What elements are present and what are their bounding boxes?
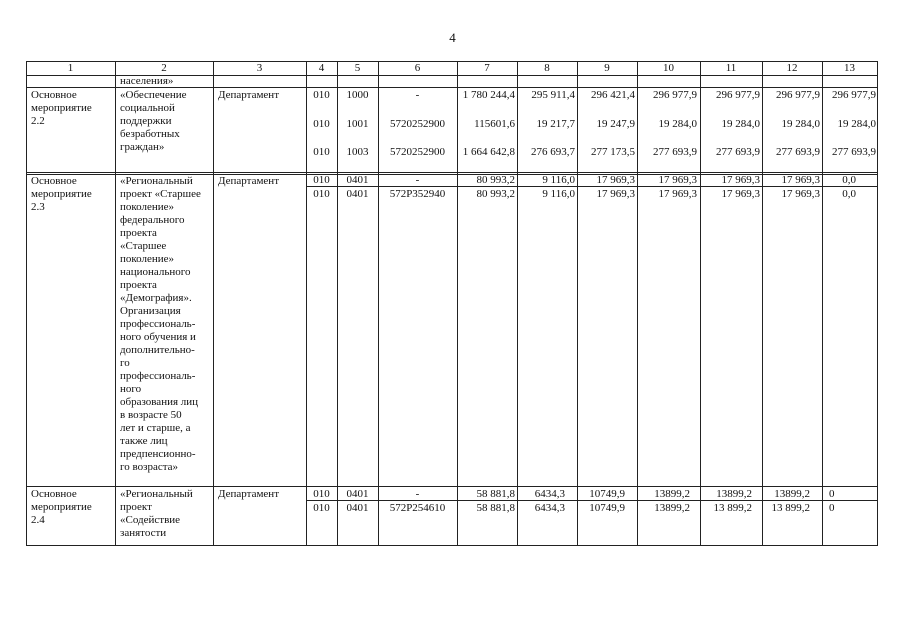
cell-year-3: 17 969,3 [658, 188, 697, 200]
measure-label: Основное [31, 488, 77, 500]
activity-name: образования лиц [120, 396, 199, 408]
cell-grbs: 010 [313, 488, 330, 500]
cell-csr: 5720252900 [390, 118, 445, 130]
executor: Департамент [218, 175, 280, 187]
activity-name: ного обучения и [120, 331, 196, 343]
activity-name: проект [120, 501, 152, 513]
header-col-9: 9 [604, 62, 610, 74]
activity-name: поколение» [120, 253, 175, 265]
cell-year-5: 296 977,9 [776, 89, 820, 101]
measure-label: мероприятие [31, 188, 92, 200]
col-rule-9 [637, 61, 638, 546]
header-col-13: 13 [844, 62, 855, 74]
cell-year-3: 277 693,9 [653, 146, 697, 158]
rule-row-2-3-bottom [26, 486, 878, 487]
activity-name: «Региональный [120, 488, 193, 500]
cell-year-2: 10749,9 [589, 502, 625, 514]
col-rule-6 [457, 61, 458, 546]
cell-year-6: 296 977,9 [832, 89, 876, 101]
rule-bottom [26, 545, 878, 546]
cell-total: 80 993,2 [476, 174, 515, 186]
activity-name: граждан» [120, 141, 165, 153]
header-col-3: 3 [256, 62, 263, 74]
rule-row-2-2-bottom [26, 172, 878, 173]
col-rule-2 [213, 61, 214, 546]
activity-name: поддержки [120, 115, 172, 127]
activity-name: лет и старше, а [120, 422, 191, 434]
cell-year-6: 19 284,0 [837, 118, 876, 130]
cell-total: 1 664 642,8 [462, 146, 515, 158]
cell-year-1: 6434,3 [534, 502, 565, 514]
col-rule-7 [517, 61, 518, 546]
measure-label: 2.2 [31, 115, 45, 127]
cell-csr: 572P254610 [389, 502, 446, 514]
activity-name: дополнительно- [120, 344, 195, 356]
cell-year-6: 0,0 [842, 174, 856, 186]
activity-name: профессиональ- [120, 318, 196, 330]
cell-total: 1 780 244,4 [462, 89, 515, 101]
activity-name: «Содействие [120, 514, 181, 526]
cell-year-4: 17 969,3 [721, 174, 760, 186]
executor: Департамент [218, 89, 280, 101]
cell-year-4: 17 969,3 [721, 188, 760, 200]
header-col-11: 11 [725, 62, 737, 74]
cell-year-1: 295 911,4 [531, 89, 575, 101]
activity-name: профессиональ- [120, 370, 196, 382]
col-rule-0 [26, 61, 27, 546]
executor: Департамент [218, 488, 280, 500]
cell-rzpr: 1001 [346, 118, 369, 130]
activity-name: го [120, 357, 130, 369]
activity-name: занятости [120, 527, 167, 539]
cell-year-4: 13 899,2 [713, 502, 752, 514]
header-col-12: 12 [786, 62, 798, 74]
col-rule-13 [877, 61, 878, 546]
carry-over-text: населения» [120, 75, 174, 87]
col-rule-4 [337, 61, 338, 546]
col-rule-8 [577, 61, 578, 546]
cell-csr: 572P352940 [389, 188, 446, 200]
header-col-7: 7 [484, 62, 490, 74]
cell-year-5: 17 969,3 [781, 188, 820, 200]
cell-csr: - [415, 488, 420, 500]
cell-year-2: 10749,9 [589, 488, 625, 500]
cell-grbs: 010 [313, 174, 330, 186]
activity-name: «Старшее [120, 240, 167, 252]
cell-year-6: 0 [829, 488, 835, 500]
cell-year-5: 13899,2 [774, 488, 810, 500]
cell-rzpr: 0401 [346, 174, 369, 186]
activity-name: безработных [120, 128, 180, 140]
cell-year-1: 19 217,7 [536, 118, 575, 130]
activity-name: проекта [120, 227, 157, 239]
cell-year-4: 13899,2 [716, 488, 752, 500]
page-number: 4 [449, 30, 456, 45]
cell-year-1: 9 116,0 [542, 174, 575, 186]
measure-label: Основное [31, 175, 77, 187]
cell-year-4: 296 977,9 [716, 89, 760, 101]
header-col-8: 8 [544, 62, 550, 74]
col-rule-5 [378, 61, 379, 546]
activity-name: «Региональный [120, 175, 193, 187]
cell-rzpr: 0401 [346, 188, 369, 200]
activity-name: проекта [120, 279, 157, 291]
cell-total: 80 993,2 [476, 188, 515, 200]
cell-rzpr: 0401 [346, 502, 369, 514]
cell-year-3: 13899,2 [654, 488, 690, 500]
cell-grbs: 010 [313, 118, 330, 130]
activity-name: Организация [120, 305, 181, 317]
cell-csr: - [415, 174, 420, 186]
cell-year-5: 19 284,0 [781, 118, 820, 130]
activity-name: социальной [120, 102, 175, 114]
activity-name: го возраста» [120, 461, 179, 473]
measure-label: Основное [31, 89, 77, 101]
cell-year-3: 19 284,0 [658, 118, 697, 130]
measure-label: мероприятие [31, 501, 92, 513]
header-col-10: 10 [663, 62, 674, 74]
cell-year-3: 17 969,3 [658, 174, 697, 186]
activity-name: в возрасте 50 [120, 409, 182, 421]
cell-grbs: 010 [313, 146, 330, 158]
cell-rzpr: 1003 [346, 146, 369, 158]
activity-name: «Демография». [120, 292, 192, 304]
col-rule-12 [822, 61, 823, 546]
header-col-4: 4 [318, 62, 325, 74]
measure-label: 2.4 [31, 514, 45, 526]
header-col-6: 6 [414, 62, 421, 74]
cell-year-5: 13 899,2 [771, 502, 810, 514]
cell-year-4: 277 693,9 [716, 146, 760, 158]
cell-total: 58 881,8 [476, 502, 515, 514]
cell-grbs: 010 [313, 188, 330, 200]
cell-total: 58 881,8 [476, 488, 515, 500]
measure-label: 2.3 [31, 201, 45, 213]
header-col-2: 2 [161, 62, 167, 74]
header-col-5: 5 [354, 62, 361, 74]
cell-year-3: 13899,2 [654, 502, 690, 514]
cell-grbs: 010 [313, 89, 330, 101]
measure-label: мероприятие [31, 102, 92, 114]
cell-csr: - [415, 89, 420, 101]
cell-csr: 5720252900 [390, 146, 445, 158]
cell-year-6: 277 693,9 [832, 146, 876, 158]
activity-name: национального [120, 266, 191, 278]
activity-name: предпенсионно- [120, 448, 196, 460]
cell-year-2: 277 173,5 [591, 146, 635, 158]
cell-grbs: 010 [313, 502, 330, 514]
col-rule-10 [700, 61, 701, 546]
cell-year-2: 17 969,3 [596, 188, 635, 200]
cell-year-1: 6434,3 [534, 488, 565, 500]
cell-rzpr: 1000 [346, 89, 369, 101]
activity-name: «Обеспечение [120, 89, 187, 101]
cell-year-2: 17 969,3 [596, 174, 635, 186]
cell-year-5: 277 693,9 [776, 146, 820, 158]
activity-name: федерального [120, 214, 185, 226]
activity-name: проект «Старшее [120, 188, 201, 200]
col-rule-11 [762, 61, 763, 546]
col-rule-1 [115, 61, 116, 546]
cell-year-1: 276 693,7 [531, 146, 575, 158]
activity-name: также лиц [120, 435, 168, 447]
cell-year-2: 19 247,9 [596, 118, 635, 130]
col-rule-3 [306, 61, 307, 546]
cell-year-3: 296 977,9 [653, 89, 697, 101]
cell-total: 115601,6 [474, 118, 515, 130]
activity-name: ного [120, 383, 142, 395]
cell-year-4: 19 284,0 [721, 118, 760, 130]
activity-name: поколение» [120, 201, 175, 213]
cell-year-1: 9 116,0 [542, 188, 575, 200]
cell-year-6: 0 [829, 502, 835, 514]
cell-rzpr: 0401 [346, 488, 369, 500]
cell-year-5: 17 969,3 [781, 174, 820, 186]
cell-year-6: 0,0 [842, 188, 856, 200]
cell-year-2: 296 421,4 [591, 89, 635, 101]
header-col-1: 1 [67, 62, 74, 74]
